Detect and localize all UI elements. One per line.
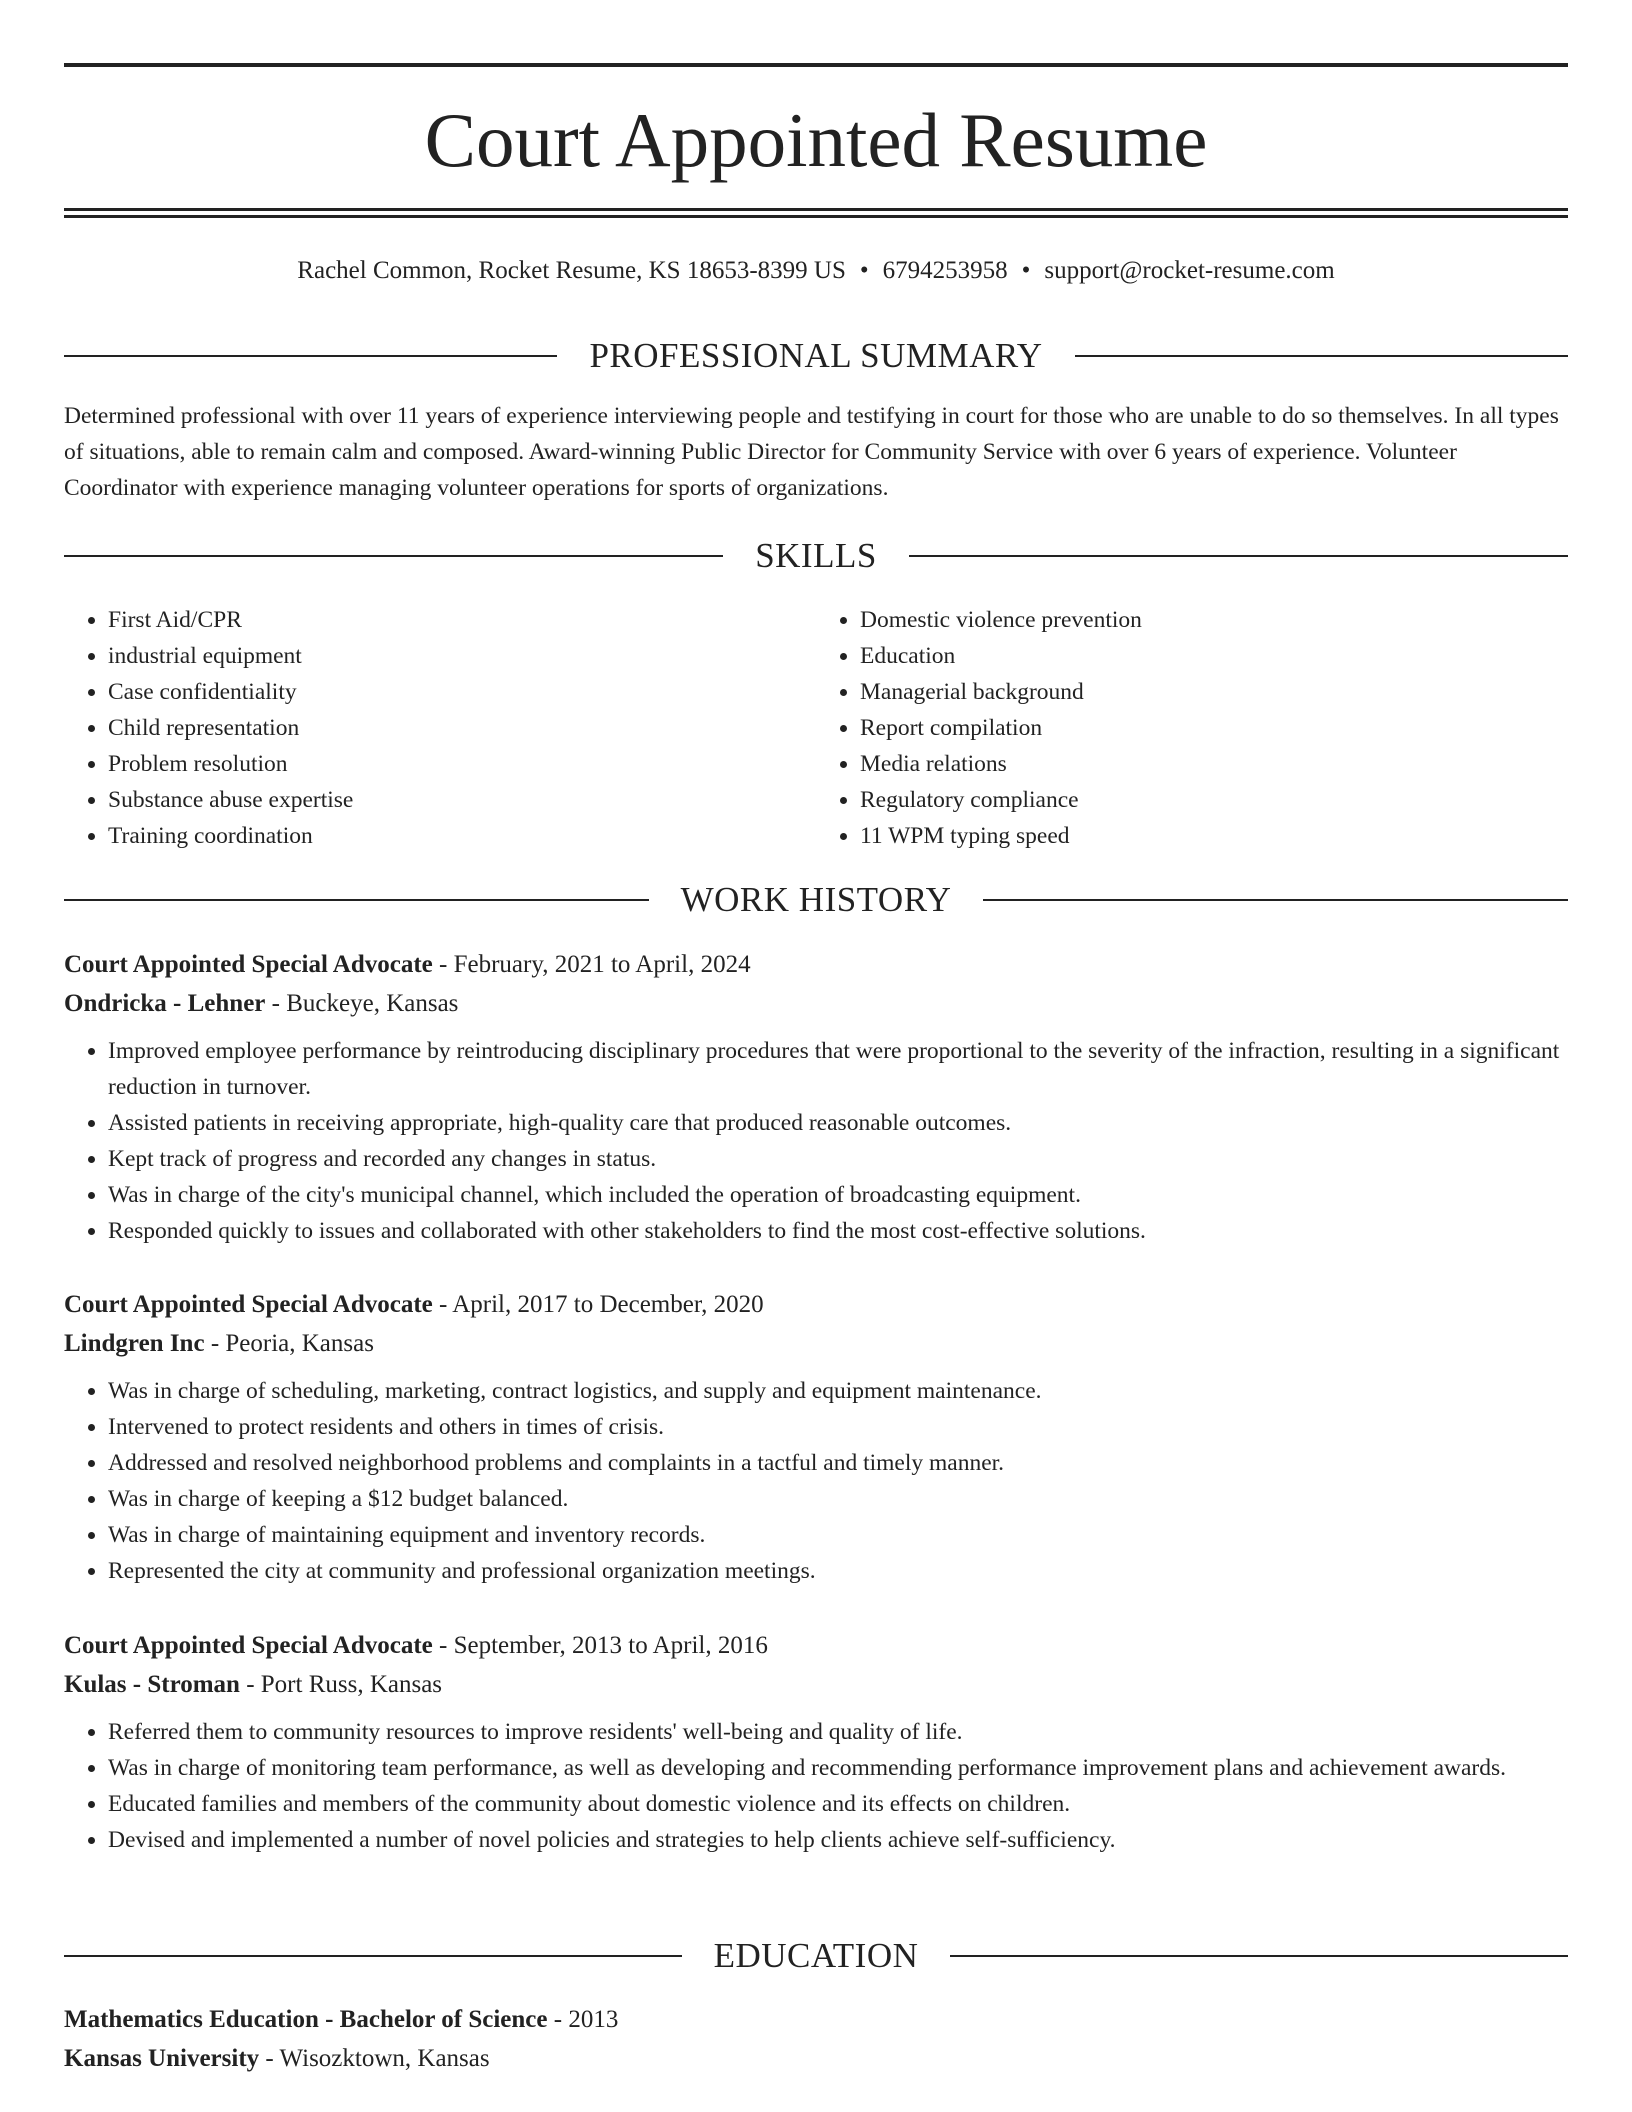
job-location: - Port Russ, Kansas [239,1671,443,1698]
skill-item: • First Aid/CPR [108,602,816,638]
education-year: - 2013 [547,2006,619,2033]
resume-title: Court Appointed Resume [424,97,1208,183]
education-location: - Wisozktown, Kansas [259,2045,490,2072]
divider-line [64,899,649,901]
job-dates: - February, 2021 to April, 2024 [432,951,751,978]
divider-line [64,355,557,357]
skill-item: • industrial equipment [108,638,816,674]
skill-item: • Media relations [860,746,1568,782]
job-entry [64,1626,1568,1858]
contact-email: support@rocket-resume.com [1044,257,1335,284]
education-degree: Mathematics Education - Bachelor of Science [64,2006,548,2033]
education-degree-line [64,2000,1568,2039]
top-rule [64,63,1568,67]
job-location: - Buckeye, Kansas [265,990,459,1017]
job-bullet: • Improved employee performance by reintroducing disciplinary procedures that were proportional to the severity of the infraction, resulting in a significant reduction in turnover. [108,1033,1568,1105]
summary-heading: PROFESSIONAL SUMMARY [589,336,1043,375]
job-bullet: • Was in charge of keeping a $12 budget balanced. [108,1481,1568,1517]
skills-column-right [816,602,1568,854]
skill-item: • 11 WPM typing speed [860,818,1568,854]
job-title: Court Appointed Special Advocate [64,1291,433,1318]
skill-item: • Case confidentiality [108,674,816,710]
job-bullets [64,1714,1568,1858]
divider-line [909,555,1568,557]
work-heading: WORK HISTORY [680,880,952,919]
skill-item: • Problem resolution [108,746,816,782]
skill-item: • Education [860,638,1568,674]
job-bullet: • Educated families and members of the community about domestic violence and its effects on children. [108,1786,1568,1822]
job-company: Kulas - Stroman [64,1671,240,1698]
job-title-line [64,945,1568,984]
skills-list [64,602,1568,854]
job-location: - Peoria, Kansas [204,1330,374,1357]
job-bullet: • Referred them to community resources to improve residents' well-being and quality of life. [108,1714,1568,1750]
education-school: Kansas University [64,2045,260,2072]
job-dates: - April, 2017 to December, 2020 [432,1291,764,1318]
job-company: Lindgren Inc [64,1330,205,1357]
job-bullet: • Intervened to protect residents and others in times of crisis. [108,1409,1568,1445]
job-dates: - September, 2013 to April, 2016 [432,1632,768,1659]
divider-line [950,1955,1568,1957]
education-entry [64,2000,1568,2078]
contact-separator: • [859,257,869,284]
education-school-line [64,2039,1568,2078]
work-section-header [64,878,1568,922]
divider-line [64,555,723,557]
summary-text: Determined professional with over 11 years of experience interviewing people and testifying in court for those who are unable to do so themselves. In all types of situations, able to remain calm and composed. Award-winning Public Director for Community Service with over 6 years of experience. Volunteer Coordinator with experience managing volunteer operations for sports of organizations. [64,403,1559,501]
job-title-line [64,1285,1568,1324]
skills-section-header [64,534,1568,578]
job-entry [64,1285,1568,1589]
contact-separator: • [1021,257,1031,284]
job-company-line [64,1665,1568,1704]
job-bullet: • Devised and implemented a number of novel policies and strategies to help clients achieve self-sufficiency. [108,1822,1568,1858]
divider-line [1075,355,1568,357]
job-bullet: • Represented the city at community and professional organization meetings. [108,1553,1568,1589]
job-bullets [64,1033,1568,1249]
job-bullet: • Was in charge of maintaining equipment and inventory records. [108,1517,1568,1553]
job-company: Ondricka - Lehner [64,990,266,1017]
job-title-line [64,1626,1568,1665]
skill-item: • Child representation [108,710,816,746]
contact-line [64,254,1568,288]
job-company-line [64,984,1568,1023]
skills-heading: SKILLS [755,536,877,575]
job-bullets [64,1373,1568,1589]
job-bullet: • Addressed and resolved neighborhood problems and complaints in a tactful and timely manner. [108,1445,1568,1481]
skill-item: • Managerial background [860,674,1568,710]
skill-item: • Training coordination [108,818,816,854]
summary-section-header [64,334,1568,378]
education-heading: EDUCATION [713,1936,919,1975]
divider-line [983,899,1568,901]
job-entry [64,945,1568,1249]
contact-address: Rachel Common, Rocket Resume, KS 18653-8399 US [297,257,846,284]
skills-column-left [64,602,816,854]
skill-item: • Domestic violence prevention [860,602,1568,638]
job-bullet: • Was in charge of monitoring team performance, as well as developing and recommending performance improvement plans and achievement awards. [108,1750,1568,1786]
job-company-line [64,1324,1568,1363]
job-bullet: • Was in charge of the city's municipal channel, which included the operation of broadcasting equipment. [108,1177,1568,1213]
contact-phone: 6794253958 [882,257,1008,284]
skill-item: • Report compilation [860,710,1568,746]
job-title: Court Appointed Special Advocate [64,951,433,978]
job-bullet: • Kept track of progress and recorded any changes in status. [108,1141,1568,1177]
job-bullet: • Responded quickly to issues and collaborated with other stakeholders to find the most cost-effective solutions. [108,1213,1568,1249]
skill-item: • Regulatory compliance [860,782,1568,818]
job-bullet: • Was in charge of scheduling, marketing, contract logistics, and supply and equipment maintenance. [108,1373,1568,1409]
job-title: Court Appointed Special Advocate [64,1632,433,1659]
skill-item: • Substance abuse expertise [108,782,816,818]
divider-line [64,1955,682,1957]
job-bullet: • Assisted patients in receiving appropriate, high-quality care that produced reasonable outcomes. [108,1105,1568,1141]
education-section-header [64,1934,1568,1978]
title-double-rule [64,208,1568,218]
